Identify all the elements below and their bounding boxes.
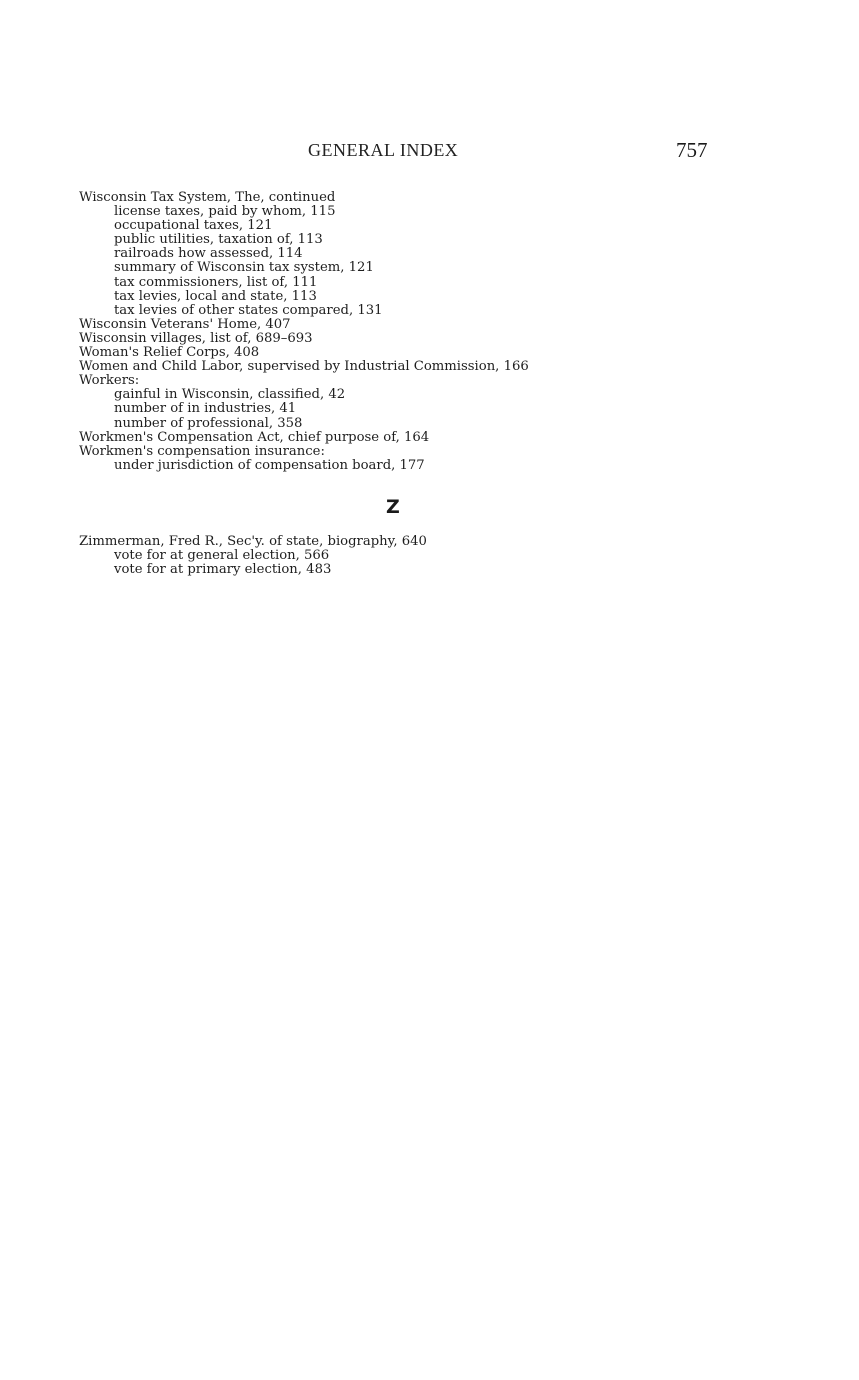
section-letter-z: Z <box>386 496 400 518</box>
index-subentry: number of in industries, 41 <box>114 401 297 417</box>
index-subentry: license taxes, paid by whom, 115 <box>114 204 336 220</box>
index-entry: Workmen's compensation insurance: <box>79 443 325 459</box>
index-subentry: public utilities, taxation of, 113 <box>114 232 323 248</box>
index-subentry: gainful in Wisconsin, classified, 42 <box>114 387 346 403</box>
running-head-title: GENERAL INDEX <box>308 140 459 160</box>
index-entry: Workers: <box>79 373 140 389</box>
index-entry: Wisconsin villages, list of, 689–693 <box>79 330 313 346</box>
page-number: 757 <box>676 138 708 162</box>
page-header <box>0 138 859 164</box>
index-subentry: vote for at primary election, 483 <box>114 562 332 578</box>
index-subentry: summary of Wisconsin tax system, 121 <box>114 260 374 276</box>
index-subentry: tax commissioners, list of, 111 <box>114 274 318 290</box>
index-entry: Wisconsin Tax System, The, continued <box>79 190 336 205</box>
index-entry: Workmen's Compensation Act, chief purpose of, 164 <box>79 429 430 445</box>
index-subentry: tax levies, local and state, 113 <box>114 288 317 304</box>
index-subentry: vote for at general election, 566 <box>114 548 330 564</box>
index-section-z <box>79 535 779 577</box>
index-section-w <box>79 191 779 473</box>
index-subentry: occupational taxes, 121 <box>114 218 273 234</box>
index-entry: Zimmerman, Fred R., Sec'y. of state, biography, 640 <box>79 534 427 549</box>
index-entry: Wisconsin Veterans' Home, 407 <box>79 316 291 332</box>
index-subentry: tax levies of other states compared, 131 <box>114 302 383 318</box>
index-entry: Woman's Relief Corps, 408 <box>79 345 260 361</box>
index-subentry: number of professional, 358 <box>114 415 303 431</box>
index-subentry: railroads how assessed, 114 <box>114 246 303 262</box>
index-entry: Women and Child Labor, supervised by Industrial Commission, 166 <box>79 359 529 375</box>
index-subentry: under jurisdiction of compensation board, 177 <box>114 457 425 473</box>
